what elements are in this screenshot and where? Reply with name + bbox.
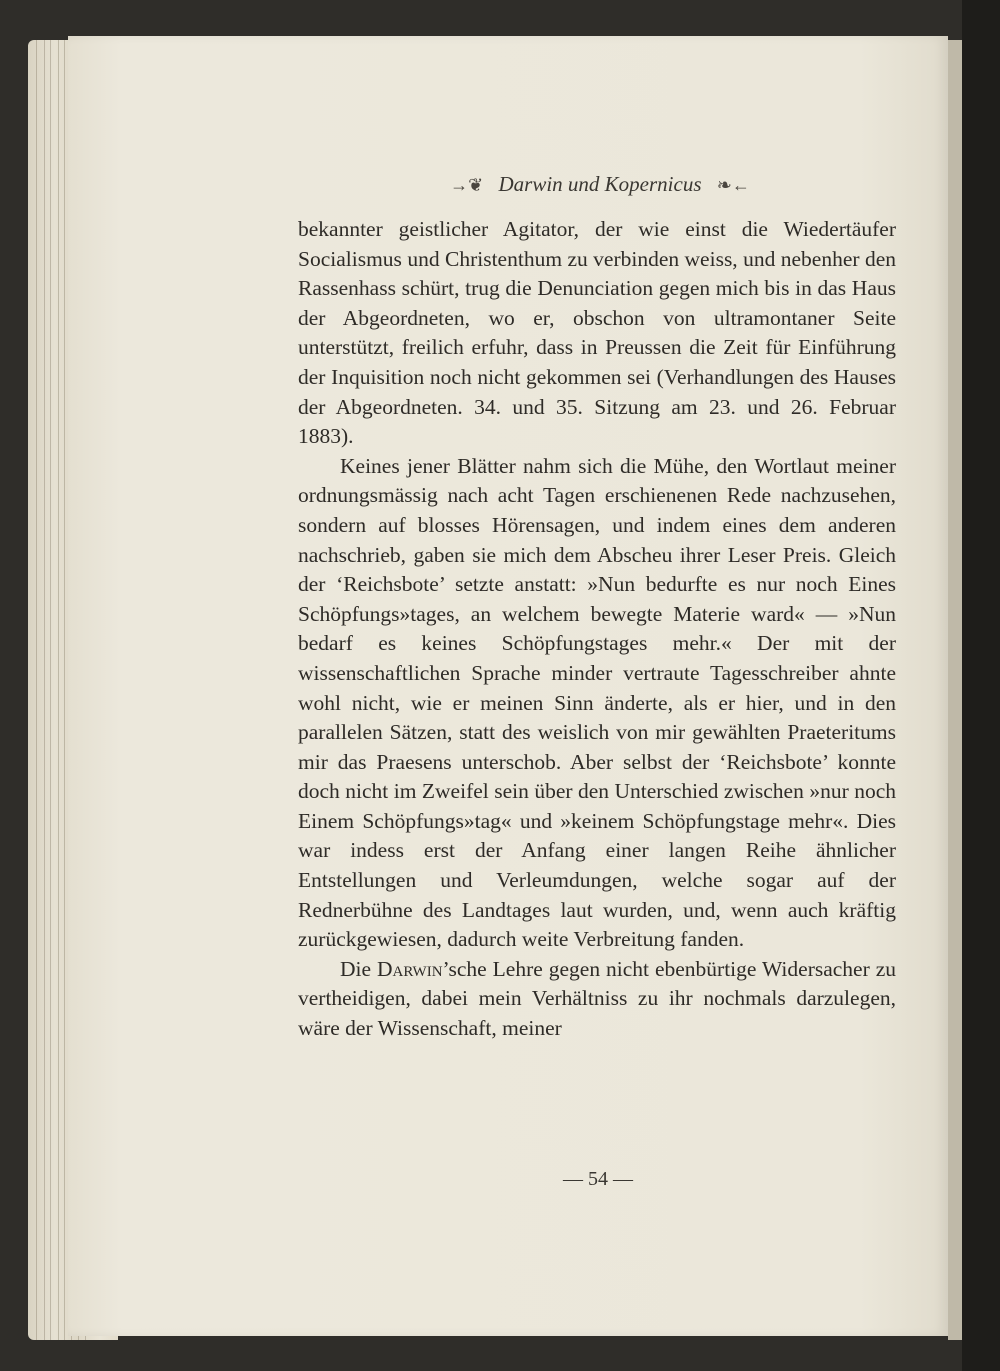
ornament-right-icon: ❧← (716, 175, 750, 195)
paragraph-3-lead: Die (340, 956, 377, 981)
paragraph-3 (298, 955, 896, 1044)
paragraph-1: bekannter geistlicher Agitator, der wie einst die Wiedertäufer Socialismus und Christenthum zu verbinden weiss, und nebenher den Rassenhass schürt, trug die Denunciation gegen mich bis in das Haus der Abgeordneten, wo er, obschon von ultramontaner Seite unterstützt, freilich erfuhr, dass in Preussen die Zeit für Einführung der Inquisition noch nicht gekommen sei (Verhandlungen des Hauses der Abgeordneten. 34. und 35. Sitzung am 23. und 26. Februar 1883). (298, 217, 896, 449)
body-text (298, 215, 896, 1044)
running-title: Darwin und Kopernicus (498, 172, 702, 196)
paragraph-2: Keines jener Blätter nahm sich die Mühe, den Wortlaut meiner ordnungsmässig nach acht Tagen erschienenen Rede nachzusehen, sondern auf blosses Hörensagen, und indem eines dem anderen nachschrieb, gaben sie mich dem Abscheu ihrer Leser Preis. Gleich der ‘Reichsbote’ setzte anstatt: »Nun bedurfte es nur noch Eines Schöpfungs»tages, an welchem bewegte Materie ward« — »Nun bedarf es keines Schöpfungstages mehr.« Der mit der wissenschaftlichen Sprache minder vertraute Tagesschreiber ahnte wohl nicht, wie er meinen Sinn änderte, als er hier, und in den parallelen Sätzen, statt des weislich von mir gewählten Praeteritums mir das Praesens unterschob. Aber selbst der ‘Reichsbote’ konnte doch nicht im Zweifel sein über den Unterschied zwischen »nur noch Einem Schöpfungs»tag« und »keinem Schöpfungstage mehr«. Dies war indess erst der Anfang einer langen Reihe ähnlicher Entstellungen und Verleumdungen, welche sogar auf der Rednerbühne des Landtages laut wurden, und, wenn auch kräftig zurückgewiesen, dadurch weite Verbreitung fanden. (298, 453, 896, 952)
next-page-edge (948, 40, 962, 1340)
author-name: Darwin (377, 956, 443, 981)
paragraph-3-rest: ’sche Lehre gegen nicht ebenbürtige Widersacher zu vertheidigen, dabei mein Verhältniss zu ihr nochmals darzulegen, wäre der Wissenschaft, meiner (298, 956, 897, 1041)
running-header (300, 172, 900, 197)
scan-border-right (962, 0, 1000, 1371)
ornament-left-icon: →❦ (450, 175, 484, 195)
page-number: — 54 — (563, 1168, 633, 1190)
